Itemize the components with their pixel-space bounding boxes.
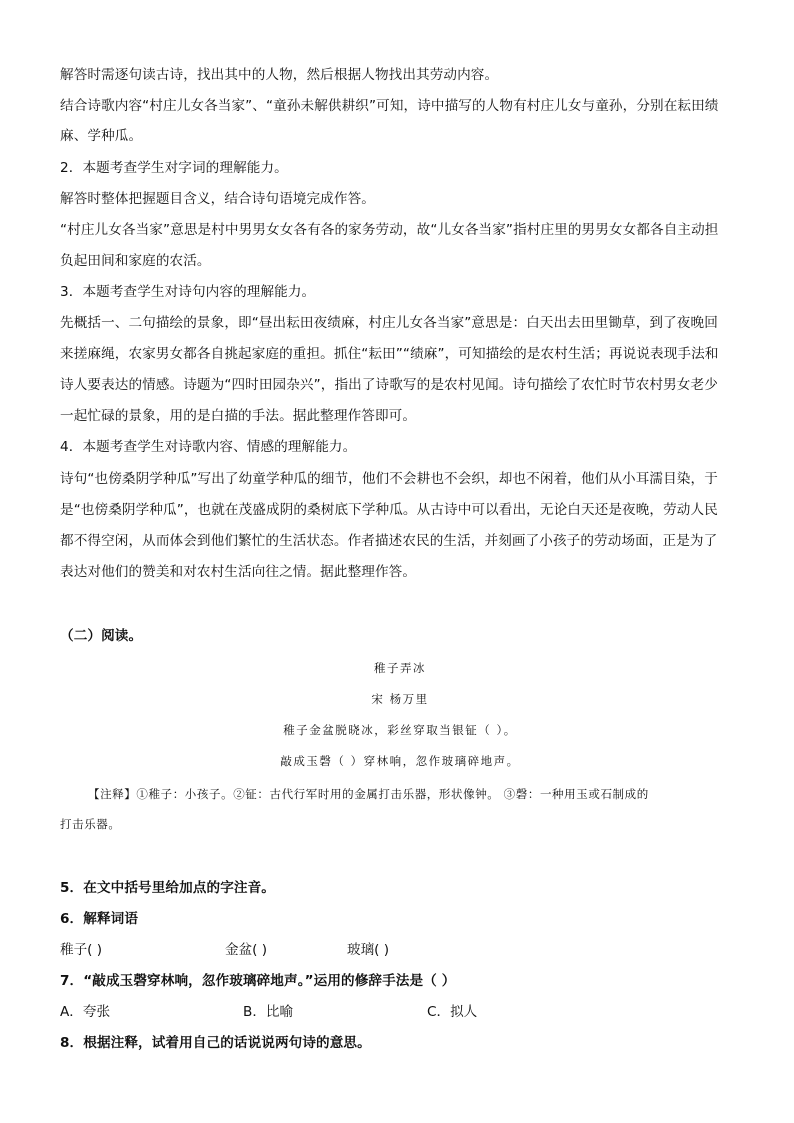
answer-line-9: 先概括一、二句描绘的景象，即“昼出耘田夜绩麻，村庄儿女各当家”意思是：白天出去田里锄草，到了夜晚回	[60, 315, 718, 331]
q7-option-a: A．夸张	[60, 1004, 111, 1020]
section-heading: （二）阅读。	[60, 628, 143, 644]
annotation-line-1: 【注释】①稚子：小孩子。②钲：古代行军时用的金属打击乐器，形状像钟。 ③磬：一种用玉或石制成的	[88, 787, 649, 801]
answer-line-6: “村庄儿女各当家”意思是村中男男女女各有各的家务劳动，故“儿女各当家”指村庄里的男男女女都各自主动担	[60, 222, 719, 238]
question-8: 8．根据注释，试着用自己的话说说两句诗的意思。	[60, 1035, 371, 1051]
poem-author: 宋 杨万里	[371, 692, 429, 706]
question-5: 5．在文中括号里给加点的字注音。	[60, 880, 275, 896]
answer-line-5: 解答时整体把握题目含义，结合诗句语境完成作答。	[60, 191, 375, 207]
answer-line-12: 一起忙碌的景象，用的是白描的手法。据此整理作答即可。	[60, 408, 417, 424]
answer-line-10: 来搓麻绳，农家男女都各自挑起家庭的重担。抓住“耘田”“绩麻”，可知描绘的是农村生活；再说说表现手法和	[60, 346, 719, 362]
answer-line-4: 2．本题考查学生对字词的理解能力。	[60, 160, 288, 176]
answer-line-11: 诗人要表达的情感。诗题为“四时田园杂兴”，指出了诗歌写的是农村见闻。诗句描绘了农忙时节农村男女老少	[60, 377, 718, 393]
poem-title: 稚子弄冰	[374, 661, 426, 675]
annotation-line-2: 打击乐器。	[60, 817, 121, 831]
answer-line-16: 都不得空闲，从而体会到他们繁忙的生活状态。作者描述农民的生活，并刻画了小孩子的劳动场面，正是为了	[60, 533, 718, 549]
question-6: 6．解释词语	[60, 911, 139, 927]
poem-line-1: 稚子金盆脱晓冰，彩丝穿取当银钲（ ）。	[283, 723, 517, 737]
answer-line-14: 诗句“也傍桑阴学种瓜”写出了幼童学种瓜的细节，他们不会耕也不会织，却也不闲着，他们从小耳濡目染，于	[60, 471, 718, 487]
question-7: 7．“敲成玉磬穿林响，忽作玻璃碎地声。”运用的修辞手法是（ ）	[60, 973, 456, 989]
poem-line-2: 敲成玉磬（ ）穿林响，忽作玻璃碎地声。	[280, 754, 520, 768]
answer-line-17: 表达对他们的赞美和对农村生活向往之情。据此整理作答。	[60, 564, 417, 580]
answer-line-3: 麻、学种瓜。	[60, 128, 143, 144]
answer-line-15: 是“也傍桑阴学种瓜”，也就在茂盛成阴的桑树底下学种瓜。从古诗中可以看出，无论白天还是夜晚，劳动人民	[60, 502, 718, 518]
q6-item-1: 稚子( )	[60, 942, 103, 958]
answer-line-1: 解答时需逐句读古诗，找出其中的人物，然后根据人物找出其劳动内容。	[60, 67, 499, 83]
q6-item-2: 金盆( )	[225, 942, 268, 958]
q6-item-3: 玻璃( )	[347, 942, 390, 958]
q7-option-b: B．比喻	[243, 1004, 294, 1020]
q7-option-c: C．拟人	[427, 1004, 478, 1020]
answer-line-13: 4．本题考查学生对诗歌内容、情感的理解能力。	[60, 439, 357, 455]
answer-line-7: 负起田间和家庭的农活。	[60, 253, 211, 269]
answer-line-8: 3．本题考查学生对诗句内容的理解能力。	[60, 284, 316, 300]
answer-line-2: 结合诗歌内容“村庄儿女各当家”、“童孙未解供耕织”可知，诗中描写的人物有村庄儿女与童孙，分别在耘田绩	[60, 98, 719, 114]
